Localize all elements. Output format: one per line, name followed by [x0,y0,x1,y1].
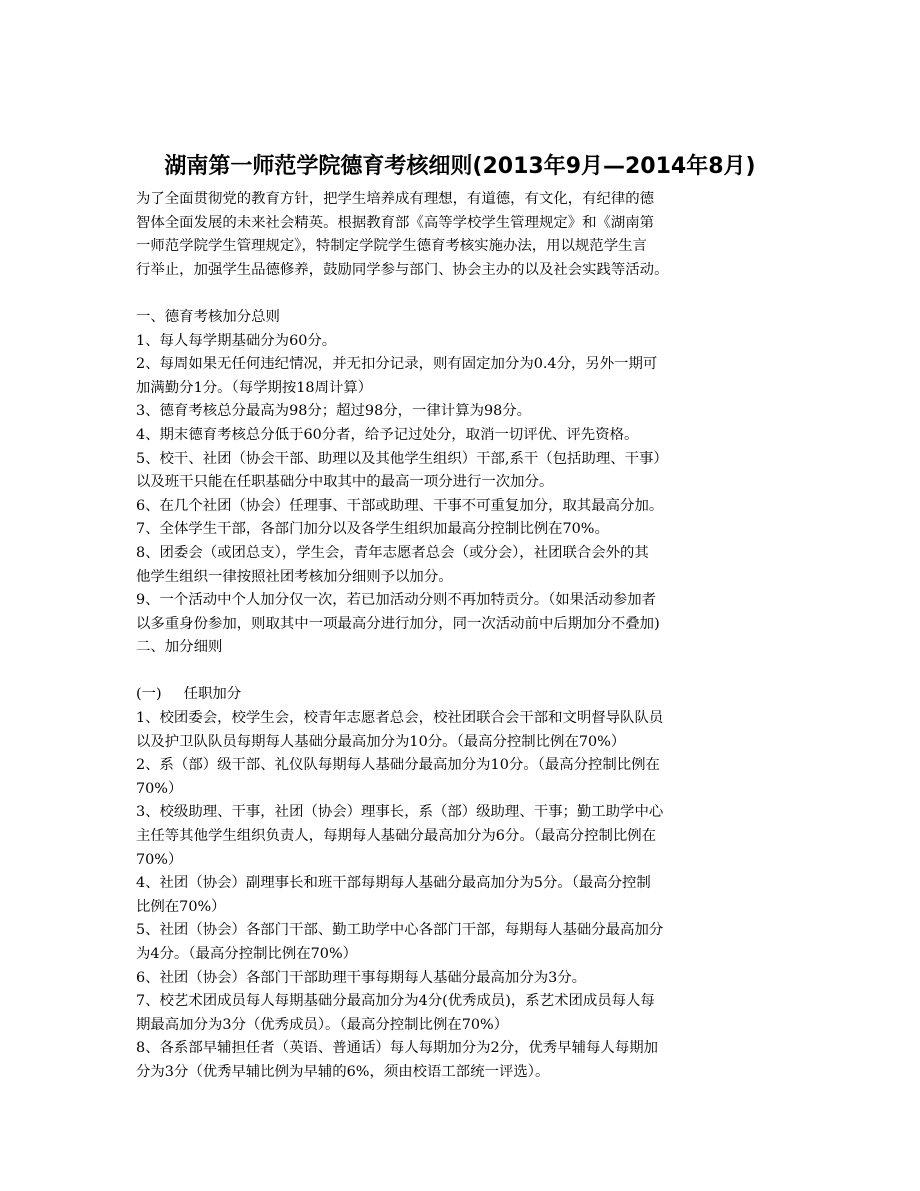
subsection-heading [136,683,786,707]
page-title: 湖南第一师范学院德育考核细则(2013年9月—2014年8月) [164,154,756,179]
document-body [136,188,786,1085]
rule-line: 7、全体学生干部，各部门加分以及各学生组织加最高分控制比例在70%。 [136,521,609,538]
detail-line: 8、各系部早辅担任者（英语、普通话）每人每期加分为2分，优秀早辅每人每期加 [136,1040,658,1057]
detail-line: 1、校团委会，校学生会，校青年志愿者总会，校社团联合会干部和文明督导队队员 [136,710,664,727]
rule-line: 1、每人每学期基础分为60分。 [136,332,337,349]
detail-line: 2、系（部）级干部、礼仪队每期每人基础分最高加分为10分。（最高分控制比例在 [136,757,660,774]
intro-line: 智体全面发展的未来社会精英。根据教育部《高等学校学生管理规定》和《湖南第 [136,214,655,231]
intro-line: 为了全面贯彻党的教育方针，把学生培养成有理想，有道德，有文化，有纪律的德 [136,191,655,207]
detail-line: 5、社团（协会）各部门干部、勤工助学中心各部门干部，每期每人基础分最高加分 [136,922,664,939]
section-heading-details: 二、加分细则 [136,639,223,656]
detail-line: 3、校级助理、干事，社团（协会）理事长，系（部）级助理、干事；勤工助学中心 [136,804,664,821]
detail-line: 4、社团（协会）副理事长和班干部每期每人基础分最高加分为5分。（最高分控制 [136,875,651,892]
rule-line: 8、团委会（或团总支），学生会，青年志愿者总会（或分会），社团联合会外的其 [136,544,649,561]
rule-line: 3、德育考核总分最高为98分；超过98分，一律计算为98分。 [136,403,532,420]
rule-line: 9、一个活动中个人加分仅一次，若已加活动分则不再加特贡分。（如果活动参加者 [136,592,657,609]
subsection-title: 任职加分 [183,686,242,703]
section-heading-general: 一、德育考核加分总则 [136,308,280,325]
detail-line: 期最高加分为3分（优秀成员）。（最高分控制比例在70%） [136,1016,509,1033]
rule-line: 以多重身份参加，则取其中一项最高分进行加分，同一次活动前中后期加分不叠加) [136,615,660,632]
detail-line: 比例在70%） [136,898,226,915]
rule-line: 5、校干、社团（协会干部、助理以及其他学生组织）干部,系干（包括助理、干事） [136,450,668,467]
rule-line: 以及班干只能在任职基础分中取其中的最高一项分进行一次加分。 [136,474,554,491]
blank-line [136,282,786,306]
rule-line: 4、期末德育考核总分低于60分者，给予记过处分，取消一切评优、评先资格。 [136,426,639,443]
intro-line: 一师范学院学生管理规定》，特制定学院学生德育考核实施办法，用以规范学生言 [136,238,647,255]
intro-line: 行举止，加强学生品德修养，鼓励同学参与部门、协会主办的以及社会实践等活动。 [136,261,669,278]
detail-line: 分为3分（优秀早辅比例为早辅的6%，须由校语工部统一评选）。 [136,1063,550,1080]
detail-line: 7、校艺术团成员每人每期基础分最高加分为4分(优秀成员)，系艺术团成员每人每 [136,993,655,1010]
detail-line: 70%） [136,851,183,868]
subsection-number: (一) [136,686,162,703]
rule-line: 6、在几个社团（协会）任理事、干部或助理、干事不可重复加分，取其最高分加。 [136,497,664,514]
detail-line: 以及护卫队队员每期每人基础分最高加分为10分。（最高分控制比例在70%） [136,733,626,750]
detail-line: 70%） [136,780,183,797]
detail-line: 为4分。（最高分控制比例在70%） [136,946,358,962]
rule-line: 2、每周如果无任何违纪情况，并无扣分记录，则有固定加分为0.4分，另外一期可 [136,356,658,373]
detail-line: 主任等其他学生组织负责人，每期每人基础分最高加分为6分。（最高分控制比例在 [136,828,657,845]
detail-line: 6、社团（协会）各部门干部助理干事每期每人基础分最高加分为3分。 [136,969,587,986]
blank-line [136,660,786,684]
rule-line: 加满勤分1分。（每学期按18周计算） [136,379,373,396]
rule-line: 他学生组织一律按照社团考核加分细则予以加分。 [136,568,453,585]
